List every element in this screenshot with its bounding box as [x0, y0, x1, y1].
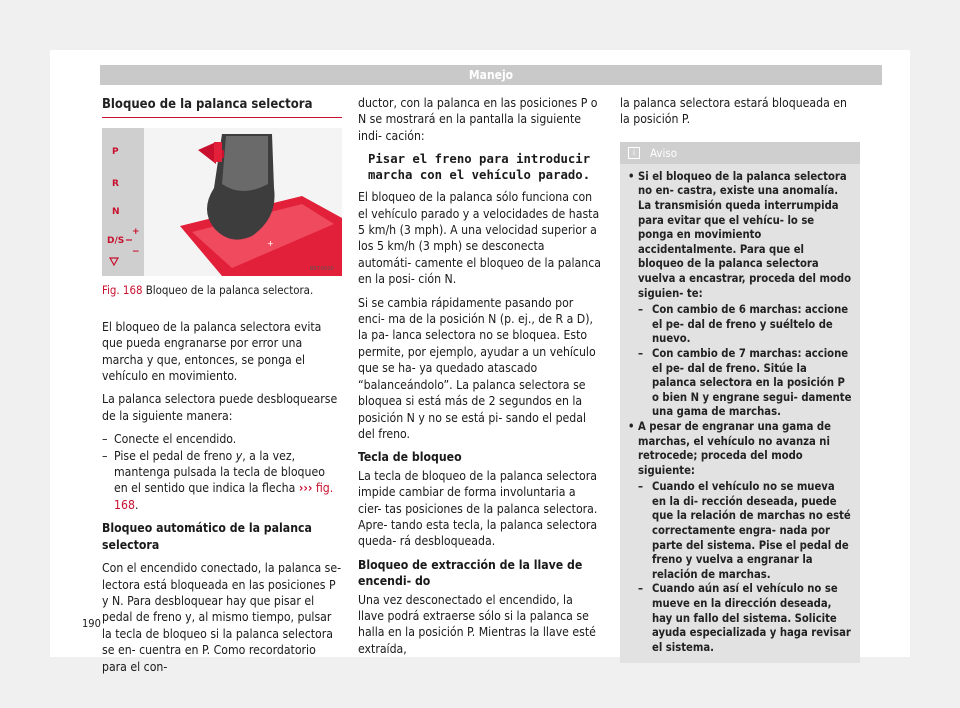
display-message: Pisar el freno para introducir marcha con el vehículo parado. — [368, 152, 591, 183]
gear-lever-figure — [102, 128, 342, 276]
page-number: 190 — [82, 617, 101, 630]
figure-caption — [102, 282, 342, 298]
bullet-item: • Si el bloqueo de la palanca selectora no en- castra, existe una anomalía. La transmisión queda interrumpida para evitar que el vehícu- lo se ponga en movimiento accidentalmente. Para que el bloqueo de la palanca selectora vuelva a encastrar, proceda del modo siguien- te: — [628, 169, 851, 300]
warning-box — [620, 142, 860, 664]
section-title: Bloqueo de la palanca selectora — [102, 97, 342, 118]
gear-label-ds: D/S — [107, 236, 125, 247]
sub-item: – Cuando el vehículo no se mueva en la di- rección deseada, puede que la relación de marchas no esté correctamente engra- nada por parte del sistema. Pise el pedal de freno y vuelva a engranar la relación de marchas. — [638, 480, 851, 581]
sub-item: – Con cambio de 7 marchas: accione el pe- dal de freno. Sitúe la palanca selectora en la posición P o bien N y engrane segui- damente una gama de marchas. — [638, 346, 852, 419]
sub-item: – Con cambio de 6 marchas: accione el pe- dal de freno y suéltelo de nuevo. — [638, 303, 849, 346]
warning-title: Aviso — [650, 145, 678, 160]
subheading: Tecla de bloqueo — [358, 450, 462, 465]
paragraph: La tecla de bloqueo de la palanca selectora impide cambiar de forma involuntaria a cier- tas posiciones de la palanca selectora. Apre- tando esta tecla, la palanca selectora queda- rá desbloqueada. — [358, 468, 598, 549]
column-3 — [620, 95, 860, 663]
paragraph: El bloqueo de la palanca selectora evita que pueda engranarse por error una marcha y que, entonces, se ponga el vehículo en movimiento. — [102, 319, 322, 384]
subheading: Bloqueo automático de la palanca selectora — [102, 521, 312, 552]
gear-label-r: R — [112, 179, 119, 190]
caption-number: Fig. 168 — [102, 283, 143, 298]
figure-link[interactable]: fig. 168 — [114, 481, 334, 512]
list-item: – Pise el pedal de freno y, a la vez, mantenga pulsada la tecla de bloqueo en el sentido que indica la flecha ››› fig. 168. — [102, 448, 342, 514]
caption-text: Bloqueo de la palanca selectora. — [145, 283, 314, 298]
warning-header — [620, 142, 860, 164]
figure-code: B5T-0010 — [310, 266, 334, 273]
reference-arrow: ››› — [298, 481, 313, 496]
list-item: – Conecte el encendido. — [102, 431, 342, 447]
gear-label-p: P — [112, 147, 119, 158]
bullet-item: • A pesar de engranar una gama de marchas, el vehículo no avanza ni retrocede; proceda del modo siguiente: — [628, 419, 831, 477]
info-icon: i — [628, 147, 640, 159]
manual-page — [50, 50, 910, 674]
gear-label-n: N — [112, 207, 120, 218]
paragraph: Con el encendido conectado, la palanca se- lectora está bloqueada en las posiciones P y N. Para desbloquear hay que pisar el pedal de freno y, al mismo tiempo, pulsar la tecla de bloqueo si la palanca selectora se en- cuentra en P. Como recordatorio para el con- — [102, 561, 342, 674]
paragraph: El bloqueo de la palanca sólo funciona con el vehículo parado y a velocidades de hasta 5 km/h (3 mph). A una velocidad superior a los 5 km/h (3 mph) se desconecta automáti- camente el bloqueo de la palanca en la posi- ción N. — [358, 190, 601, 287]
column-1 — [102, 95, 342, 682]
subheading: Bloqueo de extracción de la llave de encendi- do — [358, 557, 583, 589]
paragraph: la palanca selectora estará bloqueada en la posición P. — [620, 96, 848, 127]
gear-lever-illustration — [102, 128, 342, 276]
warning-body — [620, 164, 860, 664]
svg-text:+: + — [267, 239, 274, 249]
paragraph: La palanca selectora puede desbloquearse de la siguiente manera: — [102, 392, 338, 423]
paragraph: ductor, con la palanca en las posiciones P o N se mostrará en la pantalla la siguiente indi- cación: — [358, 96, 598, 143]
chapter-header: Manejo — [100, 65, 882, 85]
list-item-text: Conecte el encendido. — [114, 432, 237, 447]
gear-label-minus: − — [132, 247, 140, 258]
paragraph: Una vez desconectado el encendido, la llave podrá extraerse sólo si la palanca se halla en la posición P. Mientras la llave esté extraída, — [358, 592, 596, 656]
sub-item: – Cuando aún así el vehículo no se mueve en la dirección deseada, hay un fallo del sistema. Solicite ayuda especializada y haga revisar el sistema. — [638, 582, 851, 654]
list-item-text: Pise el pedal de freno y, a la vez, mantenga pulsada la tecla de bloqueo en el sentido que indica la flecha ››› fig. 168. — [114, 448, 334, 512]
gear-label-plus: + — [132, 227, 140, 238]
paragraph: Si se cambia rápidamente pasando por enci- ma de la posición N (p. ej., de R a D), la pa- lanca selectora no se bloquea. Esto permite, por ejemplo, ayudar a un vehículo que se ha- ya quedado atascado “balanceándolo”. La palanca selectora se bloquea si está más de 2 segundos en la posición N y no se está pi- sando el pedal del freno. — [358, 295, 596, 441]
column-2 — [358, 95, 601, 664]
